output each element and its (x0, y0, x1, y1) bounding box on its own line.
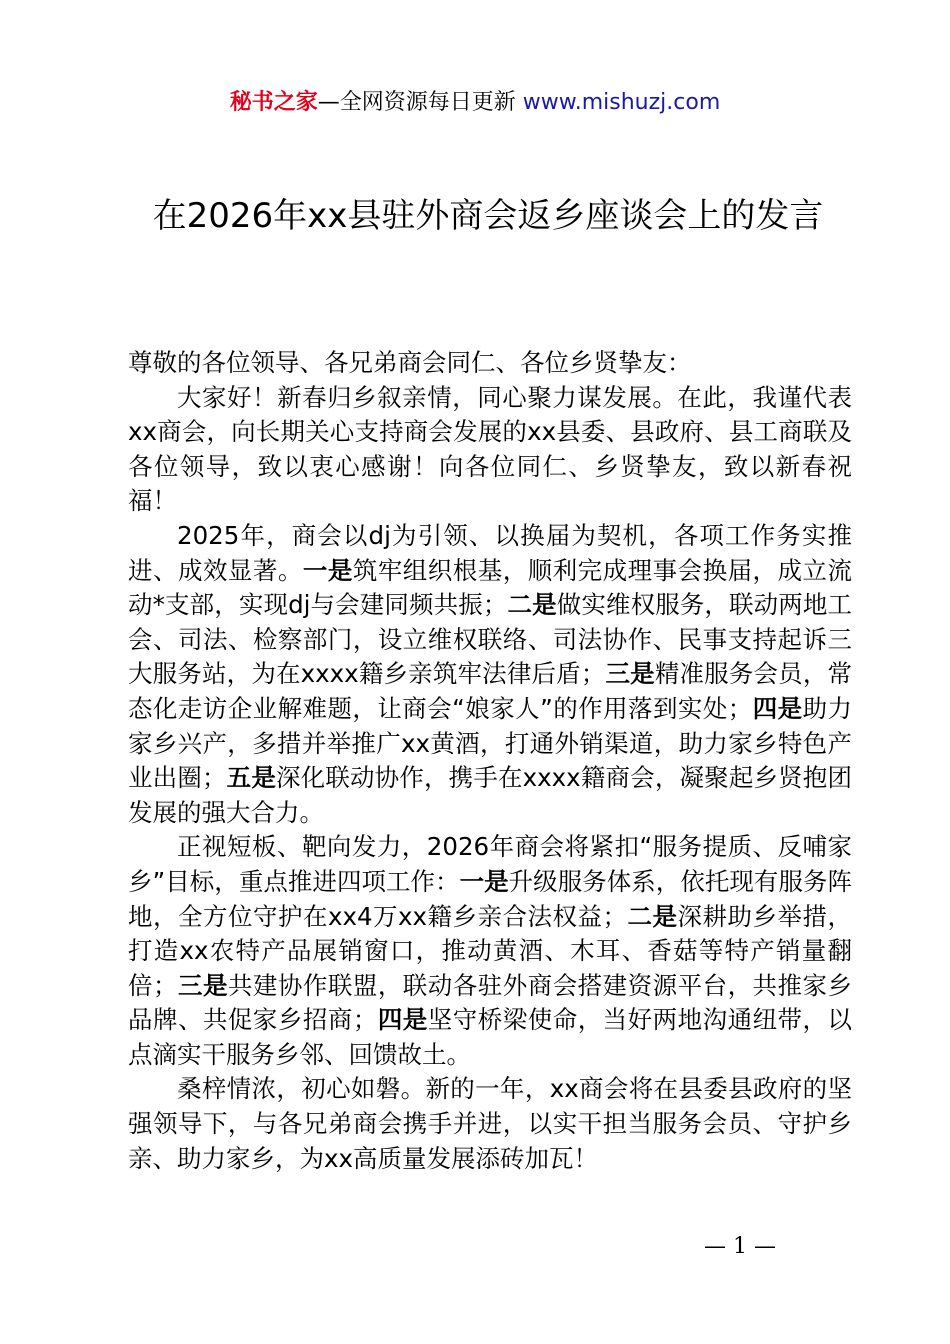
review-point-2-text: 做实维权服务，联动两地工会、司法、检察部门，设立维权联络、司法协作、民事支持起诉三大服务站，为在xxxx籍乡亲筑牢法律后盾； (128, 590, 853, 689)
review-point-2-label: 二是 (507, 590, 557, 620)
plan-point-1-text: 升级服务体系，依托现有服务阵地，全方位守护在xx4万xx籍乡亲合法权益； (128, 866, 852, 931)
site-banner (0, 88, 950, 118)
paragraph-2026-plan (128, 830, 852, 1072)
review-point-5-text: 深化联动协作，携手在xxxx籍商会，凝聚起乡贤抱团发展的强大合力。 (128, 763, 852, 827)
banner-site-link[interactable]: www.mishuzj.com (522, 90, 721, 115)
plan-point-1-label: 一是 (459, 866, 509, 896)
review-point-4-text: 助力家乡兴产，多措并举推广xx黄酒，打通外销渠道，助力家乡特色产业出圈； (128, 693, 853, 793)
page-number: — 1 — (704, 1234, 776, 1259)
review-point-3-text: 精准服务会员，常态化走访企业解难题，让商会“娘家人”的作用落到实处； (128, 659, 852, 723)
review-point-3-label: 三是 (605, 659, 655, 689)
plan-point-4-label: 四是 (377, 1005, 428, 1035)
banner-brand: 秘书之家 (229, 90, 318, 115)
review-point-1-text: 筑牢组织根基，顺利完成理事会换届，成立流动*支部，实现dj与会建同频共振； (128, 555, 853, 620)
banner-slogan: —全网资源每日更新 (317, 90, 516, 115)
paragraph-2025-review (128, 519, 852, 830)
review-intro: 2025年，商会以dj为引领、以换届为契机，各项工作务实推进、成效显著。 (128, 520, 852, 585)
review-point-4-label: 四是 (752, 693, 803, 723)
plan-intro: 正视短板、靶向发力，2026年商会将紧扣“服务提质、反哺家乡”目标，重点推进四项工作： (128, 832, 852, 896)
document-title: 在2026年xx县驻外商会返乡座谈会上的发言 (152, 196, 824, 236)
plan-point-2-label: 二是 (627, 901, 678, 931)
plan-point-2-text: 深耕助乡举措，打造xx农特产品展销窗口，推动黄酒、木耳、香菇等特产销量翻倍； (128, 901, 853, 1000)
document-body (128, 346, 852, 1176)
paragraph-greeting: 大家好！新春归乡叙亲情，同心聚力谋发展。在此，我谨代表xx商会，向长期关心支持商会发展的xx县委、县政府、县工商联及各位领导，致以衷心感谢！向各位同仁、乡贤挚友，致以新春祝福！ (128, 382, 852, 516)
review-point-5-label: 五是 (226, 763, 276, 793)
plan-point-3-label: 三是 (177, 970, 228, 1000)
paragraph-closing: 桑梓情浓，初心如磐。新的一年，xx商会将在县委县政府的坚强领导下，与各兄弟商会携手并进，以实干担当服务会员、守护乡亲、助力家乡，为xx高质量发展添砖加瓦！ (128, 1074, 852, 1173)
plan-point-3-text: 共建协作联盟，联动各驻外商会搭建资源平台，共推家乡品牌、共促家乡招商； (128, 970, 853, 1035)
salutation: 尊敬的各位领导、各兄弟商会同仁、各位乡贤挚友： (128, 348, 692, 377)
review-point-1-label: 一是 (302, 555, 353, 585)
plan-point-4-text: 坚守桥梁使命，当好两地沟通纽带，以点滴实干服务乡邻、回馈故土。 (128, 1005, 853, 1069)
